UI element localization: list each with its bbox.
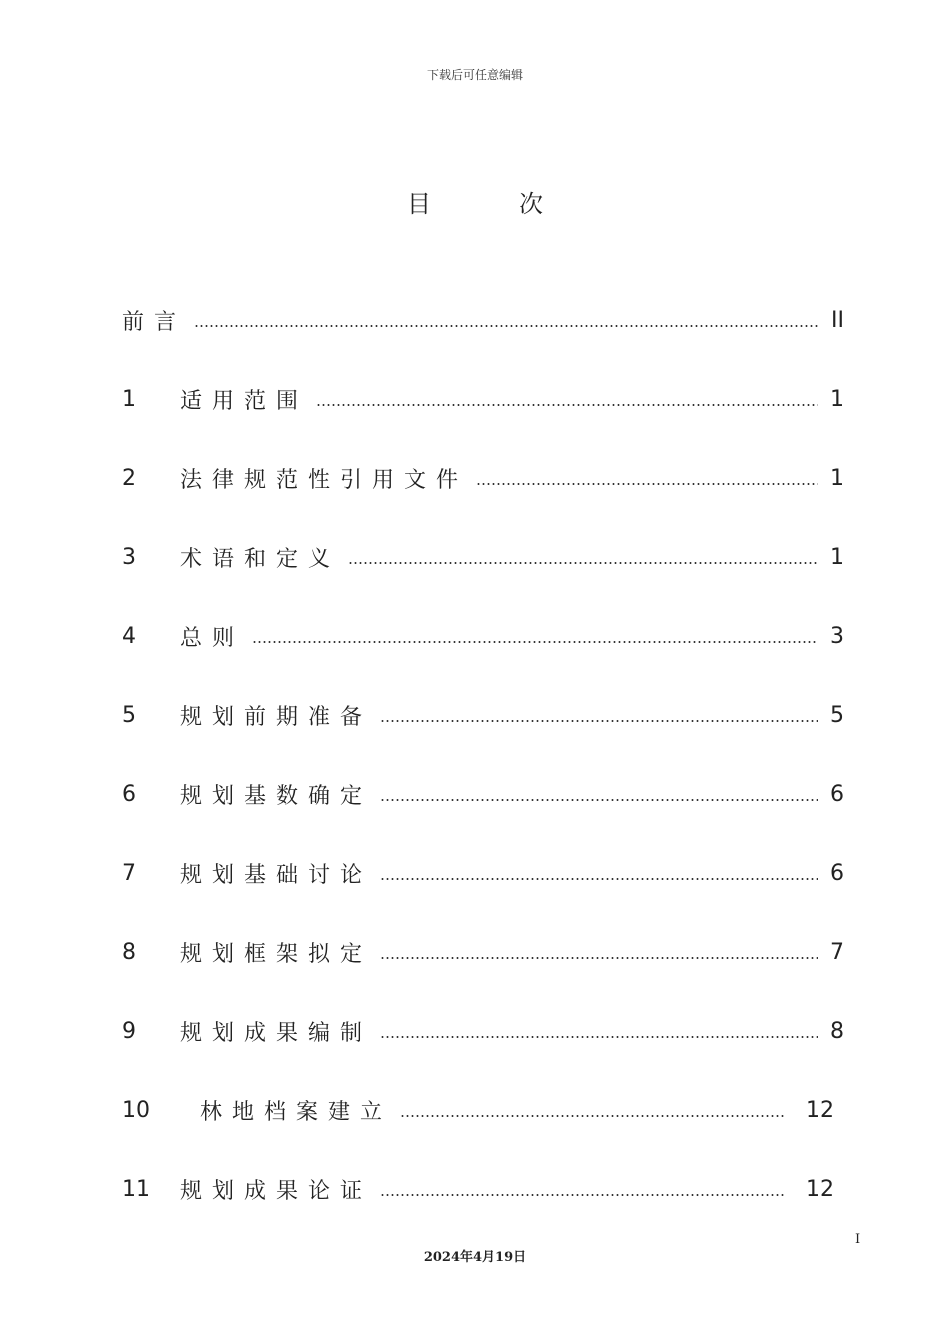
toc-leader-dots: [380, 957, 818, 959]
toc-number: 9: [122, 1018, 136, 1044]
toc-entry-4[interactable]: [122, 620, 844, 652]
toc-entry-3[interactable]: [122, 541, 844, 573]
toc-label: 总则: [180, 625, 245, 651]
page-number-marker: I: [855, 1232, 861, 1247]
toc-page-number: 3: [830, 623, 844, 649]
toc-label: 术语和定义: [180, 546, 341, 572]
toc-page-number: 6: [830, 860, 844, 886]
toc-page-number: 7: [830, 939, 844, 965]
page-title: 目次: [407, 190, 631, 218]
toc-number: 4: [122, 623, 136, 649]
toc-leader-dots: [316, 404, 818, 406]
toc-entry-2[interactable]: [122, 462, 844, 494]
toc-leader-dots: [348, 562, 818, 564]
toc-label: 规划前期准备: [180, 704, 373, 730]
toc-number: 7: [122, 860, 136, 886]
toc-number: 6: [122, 781, 136, 807]
toc-leader-dots: [380, 878, 818, 880]
toc-entry-10[interactable]: [122, 1094, 834, 1126]
toc-page-number: 1: [830, 544, 844, 570]
toc-page-number: 5: [830, 702, 844, 728]
toc-page-number: II: [831, 307, 844, 333]
toc-entry-5[interactable]: [122, 699, 844, 731]
toc-number: 3: [122, 544, 136, 570]
toc-entry-6[interactable]: [122, 778, 844, 810]
toc-label: 规划成果论证: [180, 1178, 373, 1204]
toc-label: 规划成果编制: [180, 1020, 373, 1046]
toc-leader-dots: [380, 720, 818, 722]
toc-entry-9[interactable]: [122, 1015, 844, 1047]
toc-label: 适用范围: [180, 388, 309, 414]
toc-leader-dots: [252, 641, 818, 643]
toc-number: 1: [122, 386, 136, 412]
toc-entry-preface[interactable]: [122, 304, 844, 336]
toc-label: 法律规范性引用文件: [180, 467, 469, 493]
toc-leader-dots: [476, 483, 818, 485]
toc-page-number: 6: [830, 781, 844, 807]
toc-page-number: 1: [830, 465, 844, 491]
toc-entry-11[interactable]: [122, 1173, 834, 1205]
toc-number: 5: [122, 702, 136, 728]
toc-number: 10: [122, 1097, 150, 1123]
toc-page-number: 12: [806, 1176, 834, 1202]
toc-label: 规划基数确定: [180, 783, 373, 809]
toc-leader-dots: [400, 1115, 784, 1117]
toc-label: 规划框架拟定: [180, 941, 373, 967]
toc-label: 规划基础讨论: [180, 862, 373, 888]
toc-number: 2: [122, 465, 136, 491]
toc-label: 前言: [122, 309, 187, 335]
toc-entry-8[interactable]: [122, 936, 844, 968]
footer-date: 2024年4月19日: [423, 1250, 527, 1265]
toc-leader-dots: [380, 1036, 818, 1038]
toc-leader-dots: [380, 1194, 784, 1196]
toc-entry-1[interactable]: [122, 383, 844, 415]
toc-number: 11: [122, 1176, 150, 1202]
toc-entry-7[interactable]: [122, 857, 844, 889]
toc-page-number: 8: [830, 1018, 844, 1044]
toc-leader-dots: [380, 799, 818, 801]
toc-number: 8: [122, 939, 136, 965]
toc-label: 林地档案建立: [200, 1099, 393, 1125]
toc-page-number: 12: [806, 1097, 834, 1123]
toc-page-number: 1: [830, 386, 844, 412]
page-header: 下载后可任意编辑: [426, 68, 523, 82]
toc-leader-dots: [194, 325, 819, 327]
